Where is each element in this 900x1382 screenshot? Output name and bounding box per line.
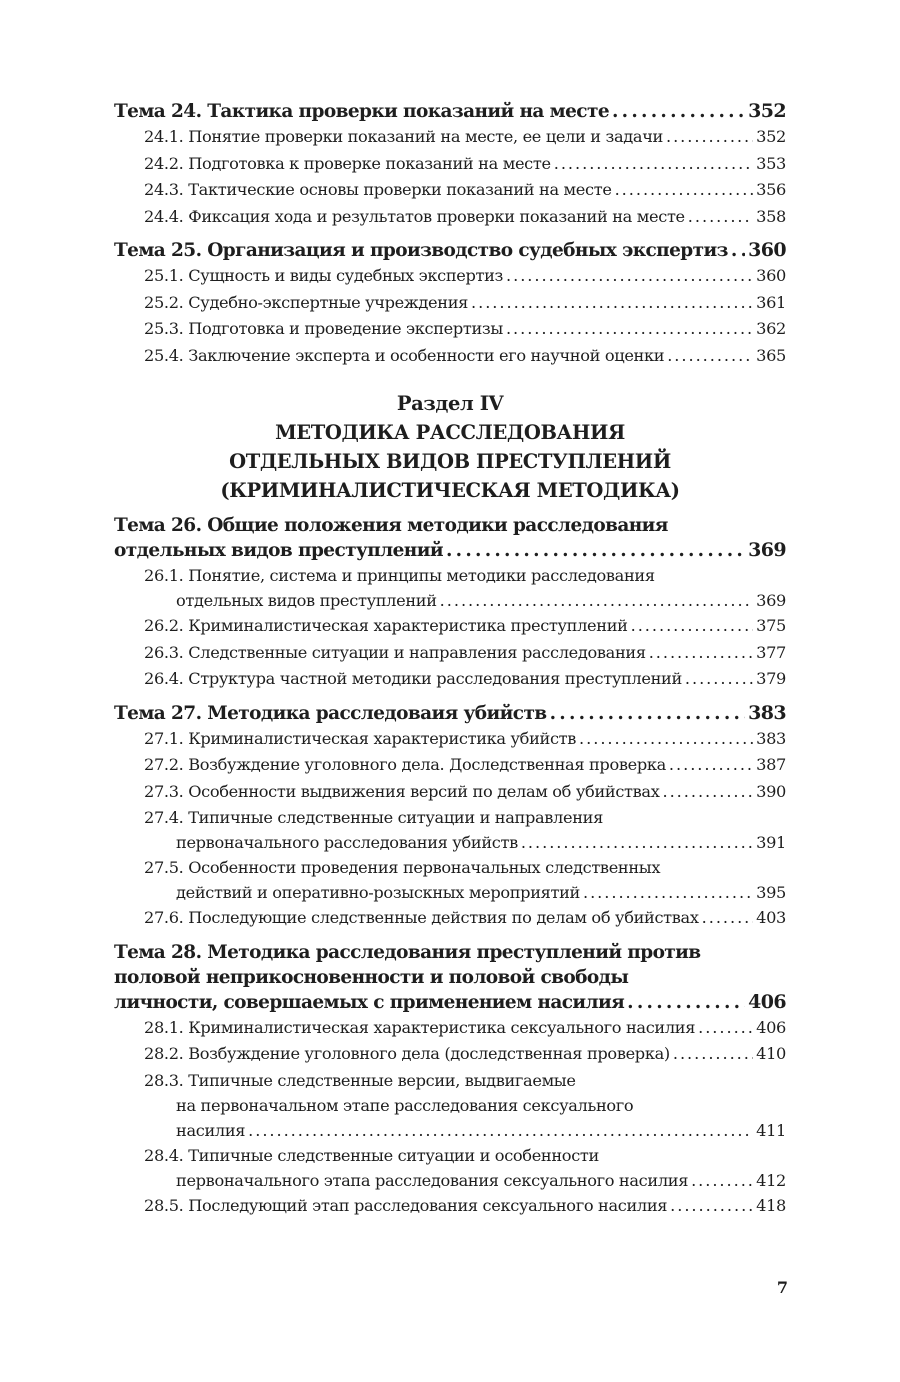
subtopic-item: [114, 1041, 786, 1068]
leader-dots: [685, 666, 753, 693]
sub-title: 28.2. Возбуждение уголовного дела (доследственная проверка): [144, 1044, 670, 1063]
leader-dots: [673, 1041, 753, 1068]
leader-dots: [702, 905, 754, 932]
subtopic-item: [114, 124, 786, 151]
leader-dots: [731, 238, 745, 263]
topic-page-number: 369: [748, 539, 786, 561]
leader-dots: [446, 538, 745, 563]
sub-page-number: 369: [756, 591, 786, 610]
topic-entry-row: [114, 238, 786, 263]
section-heading-line: ОТДЕЛЬНЫХ ВИДОВ ПРЕСТУПЛЕНИЙ: [229, 450, 671, 473]
sub-entry-row: [144, 1015, 786, 1042]
topic-block: [114, 701, 786, 932]
topic-title: отдельных видов преступлений: [114, 540, 443, 561]
sub-title-line: на первоначальном этапе расследования сексуального: [176, 1095, 634, 1115]
topic-title-line: Тема 28. Методика расследования преступлений против: [114, 941, 701, 963]
sub-entry-row: [144, 1193, 786, 1220]
topic-page-number: 406: [748, 990, 786, 1013]
leader-dots: [666, 124, 753, 151]
sub-title: 25.1. Сущность и виды судебных экспертиз: [144, 266, 504, 285]
sub-entry-row: [144, 263, 786, 290]
leader-dots: [663, 779, 754, 806]
subtopic-item: [114, 1143, 786, 1193]
section-heading-line: (КРИМИНАЛИСТИЧЕСКАЯ МЕТОДИКА): [220, 479, 680, 502]
topic-entry-row: [114, 99, 786, 124]
sub-page-number: 365: [756, 345, 786, 365]
sub-entry-row: [144, 613, 786, 640]
leader-dots: [612, 99, 745, 124]
subtopic-item: [114, 640, 786, 667]
sub-entry-row: [144, 640, 786, 667]
sub-page-number: 361: [756, 292, 786, 312]
sub-title-line: 28.3. Типичные следственные версии, выдвигаемые: [144, 1070, 576, 1090]
sub-entry-row: [144, 151, 786, 178]
topic-heading: [114, 99, 786, 124]
leader-dots: [688, 204, 753, 231]
subtopic-item: [114, 204, 786, 231]
sub-title: 24.4. Фиксация хода и результатов проверки показаний на месте: [144, 206, 685, 226]
leader-dots: [471, 290, 753, 317]
topic-heading: [114, 940, 786, 1015]
subtopic-item: [114, 666, 786, 693]
subtopic-item: [114, 316, 786, 343]
sub-page-number: 383: [756, 728, 786, 748]
sub-title: действий и оперативно-розыскных мероприятий: [176, 883, 580, 902]
topic-block: [114, 99, 786, 230]
leader-dots: [691, 1168, 753, 1193]
subtopic-item: [114, 1015, 786, 1042]
sub-title: 28.1. Криминалистическая характеристика сексуального насилия: [144, 1017, 696, 1037]
section-heading: [114, 389, 786, 505]
sub-page-number: 412: [756, 1170, 786, 1190]
sub-page-number: 391: [756, 833, 786, 852]
sub-entry-row: [144, 880, 786, 905]
subtopic-item: [114, 263, 786, 290]
sub-title-line: 26.1. Понятие, система и принципы методики расследования: [144, 566, 655, 585]
sub-title: 24.1. Понятие проверки показаний на месте, ее цели и задачи: [144, 127, 663, 146]
leader-dots: [698, 1015, 753, 1042]
subtopic-item: [114, 613, 786, 640]
sub-title: 27.2. Возбуждение уголовного дела. Доследственная проверка: [144, 755, 666, 774]
sub-title-line: 28.4. Типичные следственные ситуации и особенности: [144, 1145, 599, 1165]
sub-entry-row: [144, 830, 786, 855]
sub-page-number: 356: [756, 180, 786, 199]
sub-title: 25.2. Судебно-экспертные учреждения: [144, 292, 469, 312]
topic-page-number: 383: [748, 701, 786, 724]
sub-entry-row: [144, 204, 786, 231]
sub-page-number: 410: [756, 1044, 786, 1063]
sub-title: 24.3. Тактические основы проверки показаний на месте: [144, 180, 612, 199]
sub-title: 25.4. Заключение эксперта и особенности его научной оценки: [144, 345, 665, 365]
topic-heading: [114, 513, 786, 563]
sub-title: 26.4. Структура частной методики расследования преступлений: [144, 669, 682, 688]
sub-entry-row: [144, 124, 786, 151]
sub-entry-row: [144, 343, 786, 370]
leader-dots: [670, 1193, 753, 1220]
section-heading-line: МЕТОДИКА РАССЛЕДОВАНИЯ: [275, 421, 625, 444]
subtopic-item: [114, 905, 786, 932]
sub-title: насилия: [176, 1120, 246, 1140]
leader-dots: [506, 263, 753, 290]
sub-page-number: 362: [756, 319, 786, 338]
topic-entry-row: [114, 701, 786, 726]
sub-entry-row: [144, 726, 786, 753]
subtopic-item: [114, 343, 786, 370]
topic-entry-row: [114, 538, 786, 563]
topic-heading: [114, 701, 786, 726]
sub-entry-row: [144, 316, 786, 343]
sub-page-number: 379: [756, 669, 786, 688]
leader-dots: [669, 752, 753, 779]
sub-title-line: 27.5. Особенности проведения первоначальных следственных: [144, 858, 661, 877]
sub-title: отдельных видов преступлений: [176, 591, 437, 610]
sub-title: 28.5. Последующий этап расследования сексуального насилия: [144, 1195, 668, 1215]
sub-page-number: 353: [756, 153, 786, 173]
topic-title: личности, совершаемых с применением насилия: [114, 991, 625, 1013]
subtopic-item: [114, 1068, 786, 1143]
leader-dots: [248, 1118, 753, 1143]
sub-title-line: 27.4. Типичные следственные ситуации и направления: [144, 808, 603, 827]
topic-title: Тема 27. Методика расследоваия убийств: [114, 702, 547, 724]
leader-dots: [631, 613, 754, 640]
topic-heading: [114, 238, 786, 263]
leader-dots: [649, 640, 753, 667]
subtopic-item: [114, 290, 786, 317]
topic-title-line: Тема 26. Общие положения методики расследования: [114, 515, 668, 536]
table-of-contents: [114, 99, 786, 1219]
subtopic-item: [114, 752, 786, 779]
sub-page-number: 411: [756, 1120, 786, 1140]
sub-title: 26.3. Следственные ситуации и направления расследования: [144, 642, 646, 662]
sub-page-number: 360: [756, 266, 786, 285]
leader-dots: [583, 880, 753, 905]
sub-page-number: 418: [756, 1195, 786, 1215]
sub-page-number: 387: [756, 755, 786, 774]
topic-page-number: 360: [748, 239, 786, 261]
topic-title-line: половой неприкосновенности и половой свободы: [114, 966, 629, 988]
leader-dots: [521, 830, 753, 855]
sub-title: 27.3. Особенности выдвижения версий по делам об убийствах: [144, 781, 660, 801]
leader-dots: [667, 343, 753, 370]
sub-entry-row: [144, 752, 786, 779]
sub-title: 25.3. Подготовка и проведение экспертизы: [144, 319, 503, 338]
leader-dots: [579, 726, 753, 753]
sub-page-number: 358: [756, 206, 786, 226]
sub-page-number: 395: [756, 883, 786, 902]
topic-block: [114, 940, 786, 1220]
sub-page-number: 375: [756, 616, 786, 635]
section-heading-line: Раздел IV: [396, 392, 504, 415]
leader-dots: [615, 177, 754, 204]
topic-page-number: 352: [748, 100, 786, 122]
subtopic-item: [114, 726, 786, 753]
subtopic-item: [114, 151, 786, 178]
subtopic-item: [114, 1193, 786, 1220]
topic-entry-row: [114, 990, 786, 1015]
leader-dots: [627, 990, 745, 1015]
sub-entry-row: [144, 779, 786, 806]
subtopic-item: [114, 563, 786, 613]
topic-block: [114, 513, 786, 693]
topic-block: [114, 238, 786, 369]
sub-page-number: 377: [756, 642, 786, 662]
sub-entry-row: [144, 1041, 786, 1068]
topic-title: Тема 25. Организация и производство судебных экспертиз: [114, 240, 728, 261]
sub-entry-row: [144, 666, 786, 693]
subtopic-item: [114, 805, 786, 855]
page-number: 7: [776, 1278, 788, 1297]
subtopic-item: [114, 855, 786, 905]
subtopic-item: [114, 779, 786, 806]
sub-title: первоначального этапа расследования сексуального насилия: [176, 1170, 689, 1190]
subtopic-item: [114, 177, 786, 204]
sub-page-number: 390: [756, 781, 786, 801]
sub-title: 24.2. Подготовка к проверке показаний на месте: [144, 153, 551, 173]
sub-entry-row: [144, 1118, 786, 1143]
sub-entry-row: [144, 905, 786, 932]
sub-title: 27.1. Криминалистическая характеристика убийств: [144, 728, 577, 748]
leader-dots: [440, 588, 753, 613]
topic-title: Тема 24. Тактика проверки показаний на месте: [114, 101, 609, 122]
leader-dots: [506, 316, 753, 343]
sub-title: 27.6. Последующие следственные действия по делам об убийствах: [144, 908, 699, 927]
sub-page-number: 352: [756, 127, 786, 146]
leader-dots: [550, 701, 746, 726]
sub-title: первоначального расследования убийств: [176, 833, 518, 852]
sub-entry-row: [144, 177, 786, 204]
sub-entry-row: [144, 290, 786, 317]
sub-page-number: 403: [756, 908, 786, 927]
sub-page-number: 406: [756, 1017, 786, 1037]
leader-dots: [554, 151, 753, 178]
sub-title: 26.2. Криминалистическая характеристика преступлений: [144, 616, 628, 635]
sub-entry-row: [144, 588, 786, 613]
sub-entry-row: [144, 1168, 786, 1193]
